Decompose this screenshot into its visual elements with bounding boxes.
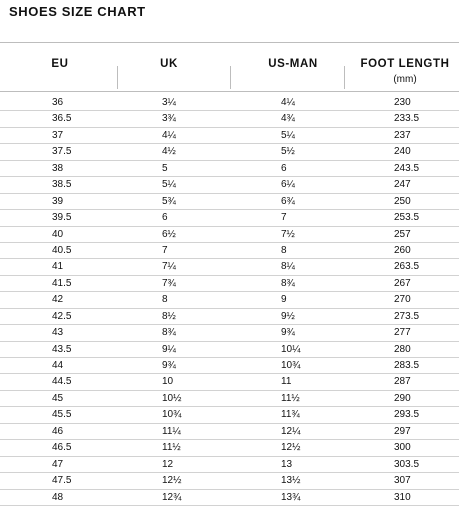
cell-uk: 10¾ bbox=[162, 409, 182, 421]
cell-us-man: 6¼ bbox=[281, 179, 295, 191]
cell-eu: 43 bbox=[52, 327, 64, 339]
cell-us-man: 9¾ bbox=[281, 327, 295, 339]
header-uk: UK bbox=[160, 58, 178, 70]
cell-us-man: 12½ bbox=[281, 442, 301, 454]
cell-foot-length: 260 bbox=[394, 244, 411, 256]
cell-uk: 3¾ bbox=[162, 113, 176, 125]
cell-foot-length: 290 bbox=[394, 392, 411, 404]
cell-foot-length: 310 bbox=[394, 491, 411, 503]
cell-us-man: 11½ bbox=[281, 392, 300, 404]
cell-uk: 7¼ bbox=[162, 261, 176, 273]
table-row bbox=[0, 161, 459, 177]
cell-us-man: 13¾ bbox=[281, 491, 301, 503]
table-row bbox=[0, 194, 459, 210]
cell-us-man: 5¼ bbox=[281, 129, 295, 141]
table-row bbox=[0, 457, 459, 473]
cell-eu: 40 bbox=[52, 228, 64, 240]
cell-foot-length: 237 bbox=[394, 129, 411, 141]
cell-us-man: 12¼ bbox=[281, 425, 301, 437]
cell-uk: 12¾ bbox=[162, 491, 182, 503]
cell-foot-length: 280 bbox=[394, 343, 411, 355]
cell-eu: 38.5 bbox=[52, 179, 72, 191]
table-row bbox=[0, 292, 459, 308]
cell-foot-length: 293.5 bbox=[394, 409, 420, 421]
cell-uk: 11¼ bbox=[162, 425, 181, 437]
table-row bbox=[0, 95, 459, 111]
cell-us-man: 7½ bbox=[281, 228, 295, 240]
cell-foot-length: 257 bbox=[394, 228, 411, 240]
cell-eu: 36 bbox=[52, 97, 64, 108]
table-row bbox=[0, 210, 459, 226]
table-row bbox=[0, 407, 459, 423]
column-divider bbox=[230, 66, 231, 89]
title-divider bbox=[0, 42, 459, 43]
cell-foot-length: 243.5 bbox=[394, 162, 420, 174]
cell-foot-length: 233.5 bbox=[394, 113, 420, 125]
cell-eu: 42.5 bbox=[52, 310, 72, 322]
cell-eu: 40.5 bbox=[52, 244, 72, 256]
table-row bbox=[0, 358, 459, 374]
cell-us-man: 13 bbox=[281, 458, 293, 470]
cell-foot-length: 297 bbox=[394, 425, 411, 437]
cell-eu: 44 bbox=[52, 360, 64, 371]
cell-foot-length: 253.5 bbox=[394, 212, 420, 224]
table-row bbox=[0, 227, 459, 243]
cell-us-man: 4¾ bbox=[281, 113, 295, 125]
table-row bbox=[0, 424, 459, 440]
cell-us-man: 10¾ bbox=[281, 360, 301, 371]
table-row bbox=[0, 342, 459, 358]
cell-us-man: 9½ bbox=[281, 310, 295, 322]
cell-us-man: 4¼ bbox=[281, 97, 295, 108]
cell-uk: 6½ bbox=[162, 228, 176, 240]
cell-us-man: 7 bbox=[281, 212, 287, 224]
table-row bbox=[0, 309, 459, 325]
cell-eu: 41.5 bbox=[52, 277, 72, 289]
cell-foot-length: 273.5 bbox=[394, 310, 420, 322]
cell-foot-length: 230 bbox=[394, 97, 411, 108]
table-row bbox=[0, 177, 459, 193]
cell-uk: 10½ bbox=[162, 392, 182, 404]
table-row bbox=[0, 128, 459, 144]
cell-uk: 9¼ bbox=[162, 343, 176, 355]
header-eu: EU bbox=[51, 58, 69, 70]
cell-eu: 36.5 bbox=[52, 113, 72, 125]
cell-us-man: 6¾ bbox=[281, 195, 295, 207]
header-us-man: US-MAN bbox=[268, 58, 318, 70]
cell-eu: 44.5 bbox=[52, 376, 72, 388]
table-row bbox=[0, 144, 459, 160]
cell-us-man: 8 bbox=[281, 244, 287, 256]
cell-foot-length: 300 bbox=[394, 442, 411, 454]
cell-uk: 11½ bbox=[162, 442, 181, 454]
cell-foot-length: 303.5 bbox=[394, 458, 420, 470]
cell-uk: 5¼ bbox=[162, 179, 176, 191]
page-title: SHOES SIZE CHART bbox=[9, 4, 146, 19]
cell-eu: 47 bbox=[52, 458, 64, 470]
cell-uk: 8¾ bbox=[162, 327, 176, 339]
cell-uk: 12 bbox=[162, 458, 174, 470]
table-row bbox=[0, 243, 459, 259]
header-foot-length-unit: (mm) bbox=[393, 74, 417, 85]
cell-foot-length: 277 bbox=[394, 327, 411, 339]
cell-us-man: 10¼ bbox=[281, 343, 301, 355]
cell-foot-length: 270 bbox=[394, 294, 411, 306]
cell-uk: 9¾ bbox=[162, 360, 176, 371]
cell-eu: 39 bbox=[52, 195, 64, 207]
cell-foot-length: 267 bbox=[394, 277, 411, 289]
cell-foot-length: 247 bbox=[394, 179, 411, 191]
cell-eu: 37 bbox=[52, 129, 64, 141]
column-divider bbox=[344, 66, 345, 89]
cell-eu: 41 bbox=[52, 261, 64, 273]
table-row bbox=[0, 440, 459, 456]
header-divider bbox=[0, 91, 459, 92]
cell-eu: 45.5 bbox=[52, 409, 72, 421]
table-row bbox=[0, 111, 459, 127]
cell-uk: 3¼ bbox=[162, 97, 176, 108]
cell-eu: 43.5 bbox=[52, 343, 72, 355]
cell-foot-length: 250 bbox=[394, 195, 411, 207]
cell-eu: 48 bbox=[52, 491, 64, 503]
cell-uk: 6 bbox=[162, 212, 168, 224]
cell-foot-length: 283.5 bbox=[394, 360, 420, 371]
cell-eu: 42 bbox=[52, 294, 64, 306]
cell-foot-length: 240 bbox=[394, 146, 411, 158]
cell-uk: 8 bbox=[162, 294, 168, 306]
table-row bbox=[0, 473, 459, 489]
cell-us-man: 5½ bbox=[281, 146, 295, 158]
column-divider bbox=[117, 66, 118, 89]
cell-uk: 5¾ bbox=[162, 195, 176, 207]
cell-uk: 7 bbox=[162, 244, 168, 256]
cell-us-man: 8¾ bbox=[281, 277, 295, 289]
cell-us-man: 13½ bbox=[281, 475, 301, 487]
cell-us-man: 9 bbox=[281, 294, 287, 306]
table-row bbox=[0, 325, 459, 341]
cell-uk: 8½ bbox=[162, 310, 176, 322]
size-table-body bbox=[0, 95, 459, 506]
cell-us-man: 11¾ bbox=[281, 409, 300, 421]
cell-uk: 10 bbox=[162, 376, 174, 388]
cell-us-man: 11 bbox=[281, 376, 292, 388]
cell-eu: 38 bbox=[52, 162, 64, 174]
table-row bbox=[0, 391, 459, 407]
table-row bbox=[0, 490, 459, 506]
cell-foot-length: 287 bbox=[394, 376, 411, 388]
header-foot-length: FOOT LENGTH bbox=[360, 58, 450, 70]
table-row bbox=[0, 276, 459, 292]
cell-eu: 46.5 bbox=[52, 442, 72, 454]
cell-us-man: 8¼ bbox=[281, 261, 295, 273]
cell-eu: 37.5 bbox=[52, 146, 72, 158]
cell-us-man: 6 bbox=[281, 162, 287, 174]
cell-foot-length: 263.5 bbox=[394, 261, 420, 273]
cell-uk: 4¼ bbox=[162, 129, 176, 141]
cell-uk: 4½ bbox=[162, 146, 176, 158]
cell-eu: 47.5 bbox=[52, 475, 72, 487]
cell-eu: 39.5 bbox=[52, 212, 72, 224]
cell-eu: 46 bbox=[52, 425, 64, 437]
cell-uk: 5 bbox=[162, 162, 168, 174]
table-row bbox=[0, 259, 459, 275]
cell-uk: 7¾ bbox=[162, 277, 176, 289]
cell-foot-length: 307 bbox=[394, 475, 411, 487]
table-row bbox=[0, 374, 459, 390]
cell-uk: 12½ bbox=[162, 475, 182, 487]
cell-eu: 45 bbox=[52, 392, 64, 404]
